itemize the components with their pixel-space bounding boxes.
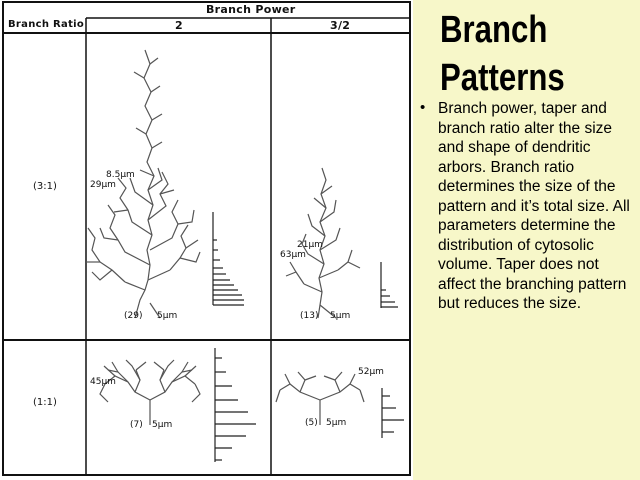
r2c2-scale-label: 5µm (326, 418, 347, 428)
r1c1-tip-a-label: 8.5µm (106, 170, 135, 180)
r2c1-count-label: (7) (130, 420, 143, 430)
histogram-r1c1 (213, 212, 244, 305)
tree-r1c1-trunk (135, 50, 154, 318)
r1c1-tip-b-label: 29µm (90, 180, 116, 190)
table-border (3, 2, 410, 475)
r1c2-tip-a-label: 21µm (297, 240, 323, 250)
r1c1-scale-label: 5µm (157, 311, 178, 321)
histogram-r2c2 (382, 388, 404, 438)
r2c1-tip-label: 45µm (90, 377, 116, 387)
tree-r2c2 (276, 372, 364, 425)
r1c2-scale-label: 5µm (330, 311, 351, 321)
bullet-marker-icon: • (420, 99, 426, 116)
power-3-2-header: 3/2 (330, 19, 351, 32)
row-ratio-1-1: (1:1) (33, 397, 57, 408)
power-2-header: 2 (175, 19, 183, 32)
table-grid (3, 2, 410, 475)
row-ratio-3-1: (3:1) (33, 181, 57, 192)
branch-power-header: Branch Power (206, 3, 296, 16)
r2c1-scale-label: 5µm (152, 420, 173, 430)
r1c2-count-label: (13) (300, 311, 319, 321)
bullet-text: Branch power, taper and branch ratio alter the size and shape of dendritic arbors. Branch ratio determines the size of the pattern and it’s total size. All parameters determine the distribution of cytosolic volume. Taper does not affect the branching pattern but reduces the size. (438, 100, 630, 312)
tree-r2c1 (100, 360, 200, 425)
branch-ratio-header: Branch Ratio (8, 19, 85, 30)
slide-title-line-2: Patterns (440, 57, 565, 99)
r2c2-count-label: (5) (305, 418, 318, 428)
r1c1-count-label: (29) (124, 311, 143, 321)
histogram-r2c1 (215, 348, 256, 462)
histogram-r1c2 (381, 262, 398, 308)
slide-title-line-1: Branch (440, 9, 548, 51)
r2c2-tip-label: 52µm (358, 367, 384, 377)
r1c2-tip-b-label: 63µm (280, 250, 306, 260)
slide-title (440, 6, 600, 102)
